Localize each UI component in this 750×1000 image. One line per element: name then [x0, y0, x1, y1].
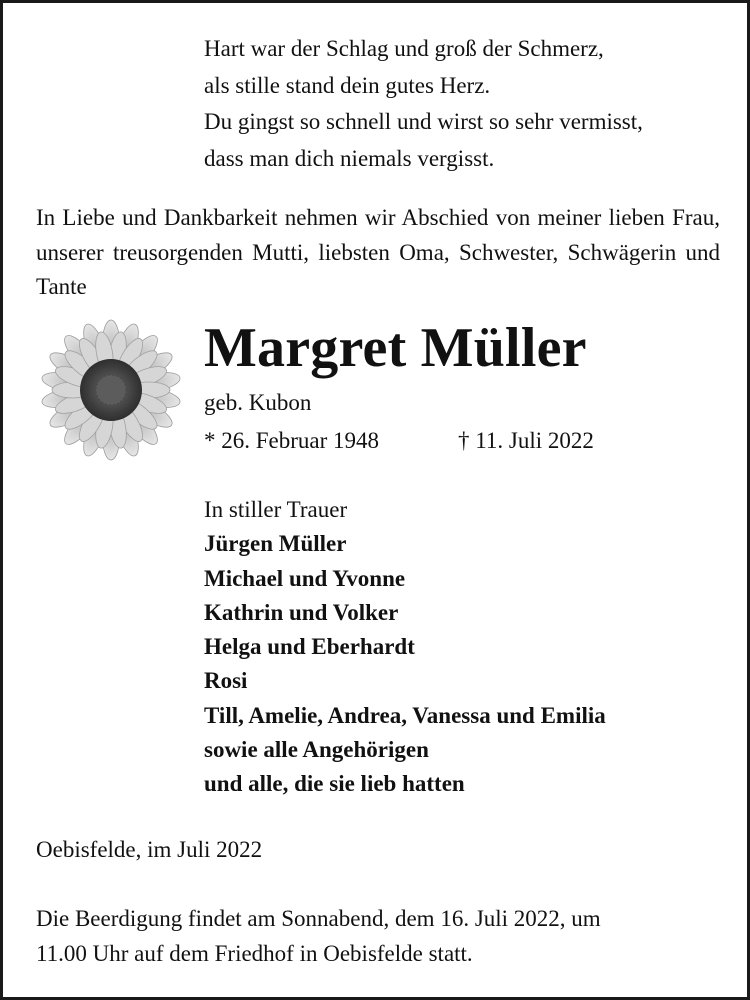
mourner-name: Jürgen Müller	[204, 531, 347, 557]
memorial-poem	[204, 31, 734, 177]
deceased-name: Margret Müller	[204, 317, 587, 379]
poem-line: dass man dich niemals vergisst.	[204, 145, 495, 171]
maiden-name: geb. Kubon	[204, 390, 312, 415]
mourners-list	[204, 493, 734, 802]
sunflower-icon	[36, 318, 186, 468]
poem-line: Du gingst so schnell und wirst so sehr vermisst,	[204, 109, 643, 134]
mourner-name: Helga und Eberhardt	[204, 634, 415, 660]
death-date: † 11. Juli 2022	[458, 428, 594, 453]
mourner-name: Rosi	[204, 668, 248, 694]
funeral-info	[36, 902, 726, 971]
poem-line: Hart war der Schlag und groß der Schmerz,	[204, 36, 604, 61]
mourners-heading: In stiller Trauer	[204, 497, 348, 522]
poem-line: als stille stand dein gutes Herz.	[204, 72, 491, 98]
funeral-line: Die Beerdigung findet am Sonnabend, dem 16. Juli 2022, um	[36, 906, 601, 931]
mourner-name: Michael und Yvonne	[204, 565, 406, 591]
mourner-name: Kathrin und Volker	[204, 599, 399, 625]
funeral-line: 11.00 Uhr auf dem Friedhof in Oebisfelde statt.	[36, 940, 473, 966]
mourner-name: sowie alle Angehörigen	[204, 737, 429, 763]
mourner-name: und alle, die sie lieb hatten	[204, 771, 465, 797]
place-date: Oebisfelde, im Juli 2022	[36, 837, 263, 862]
farewell-intro: In Liebe und Dankbarkeit nehmen wir Abschied von meiner lieben Frau, unserer treusorgenden Mutti, liebsten Oma, Schwester, Schwägerin und Tante	[36, 205, 720, 299]
mourner-name: Till, Amelie, Andrea, Vanessa und Emilia	[204, 702, 606, 728]
birth-date: * 26. Februar 1948	[204, 428, 380, 453]
